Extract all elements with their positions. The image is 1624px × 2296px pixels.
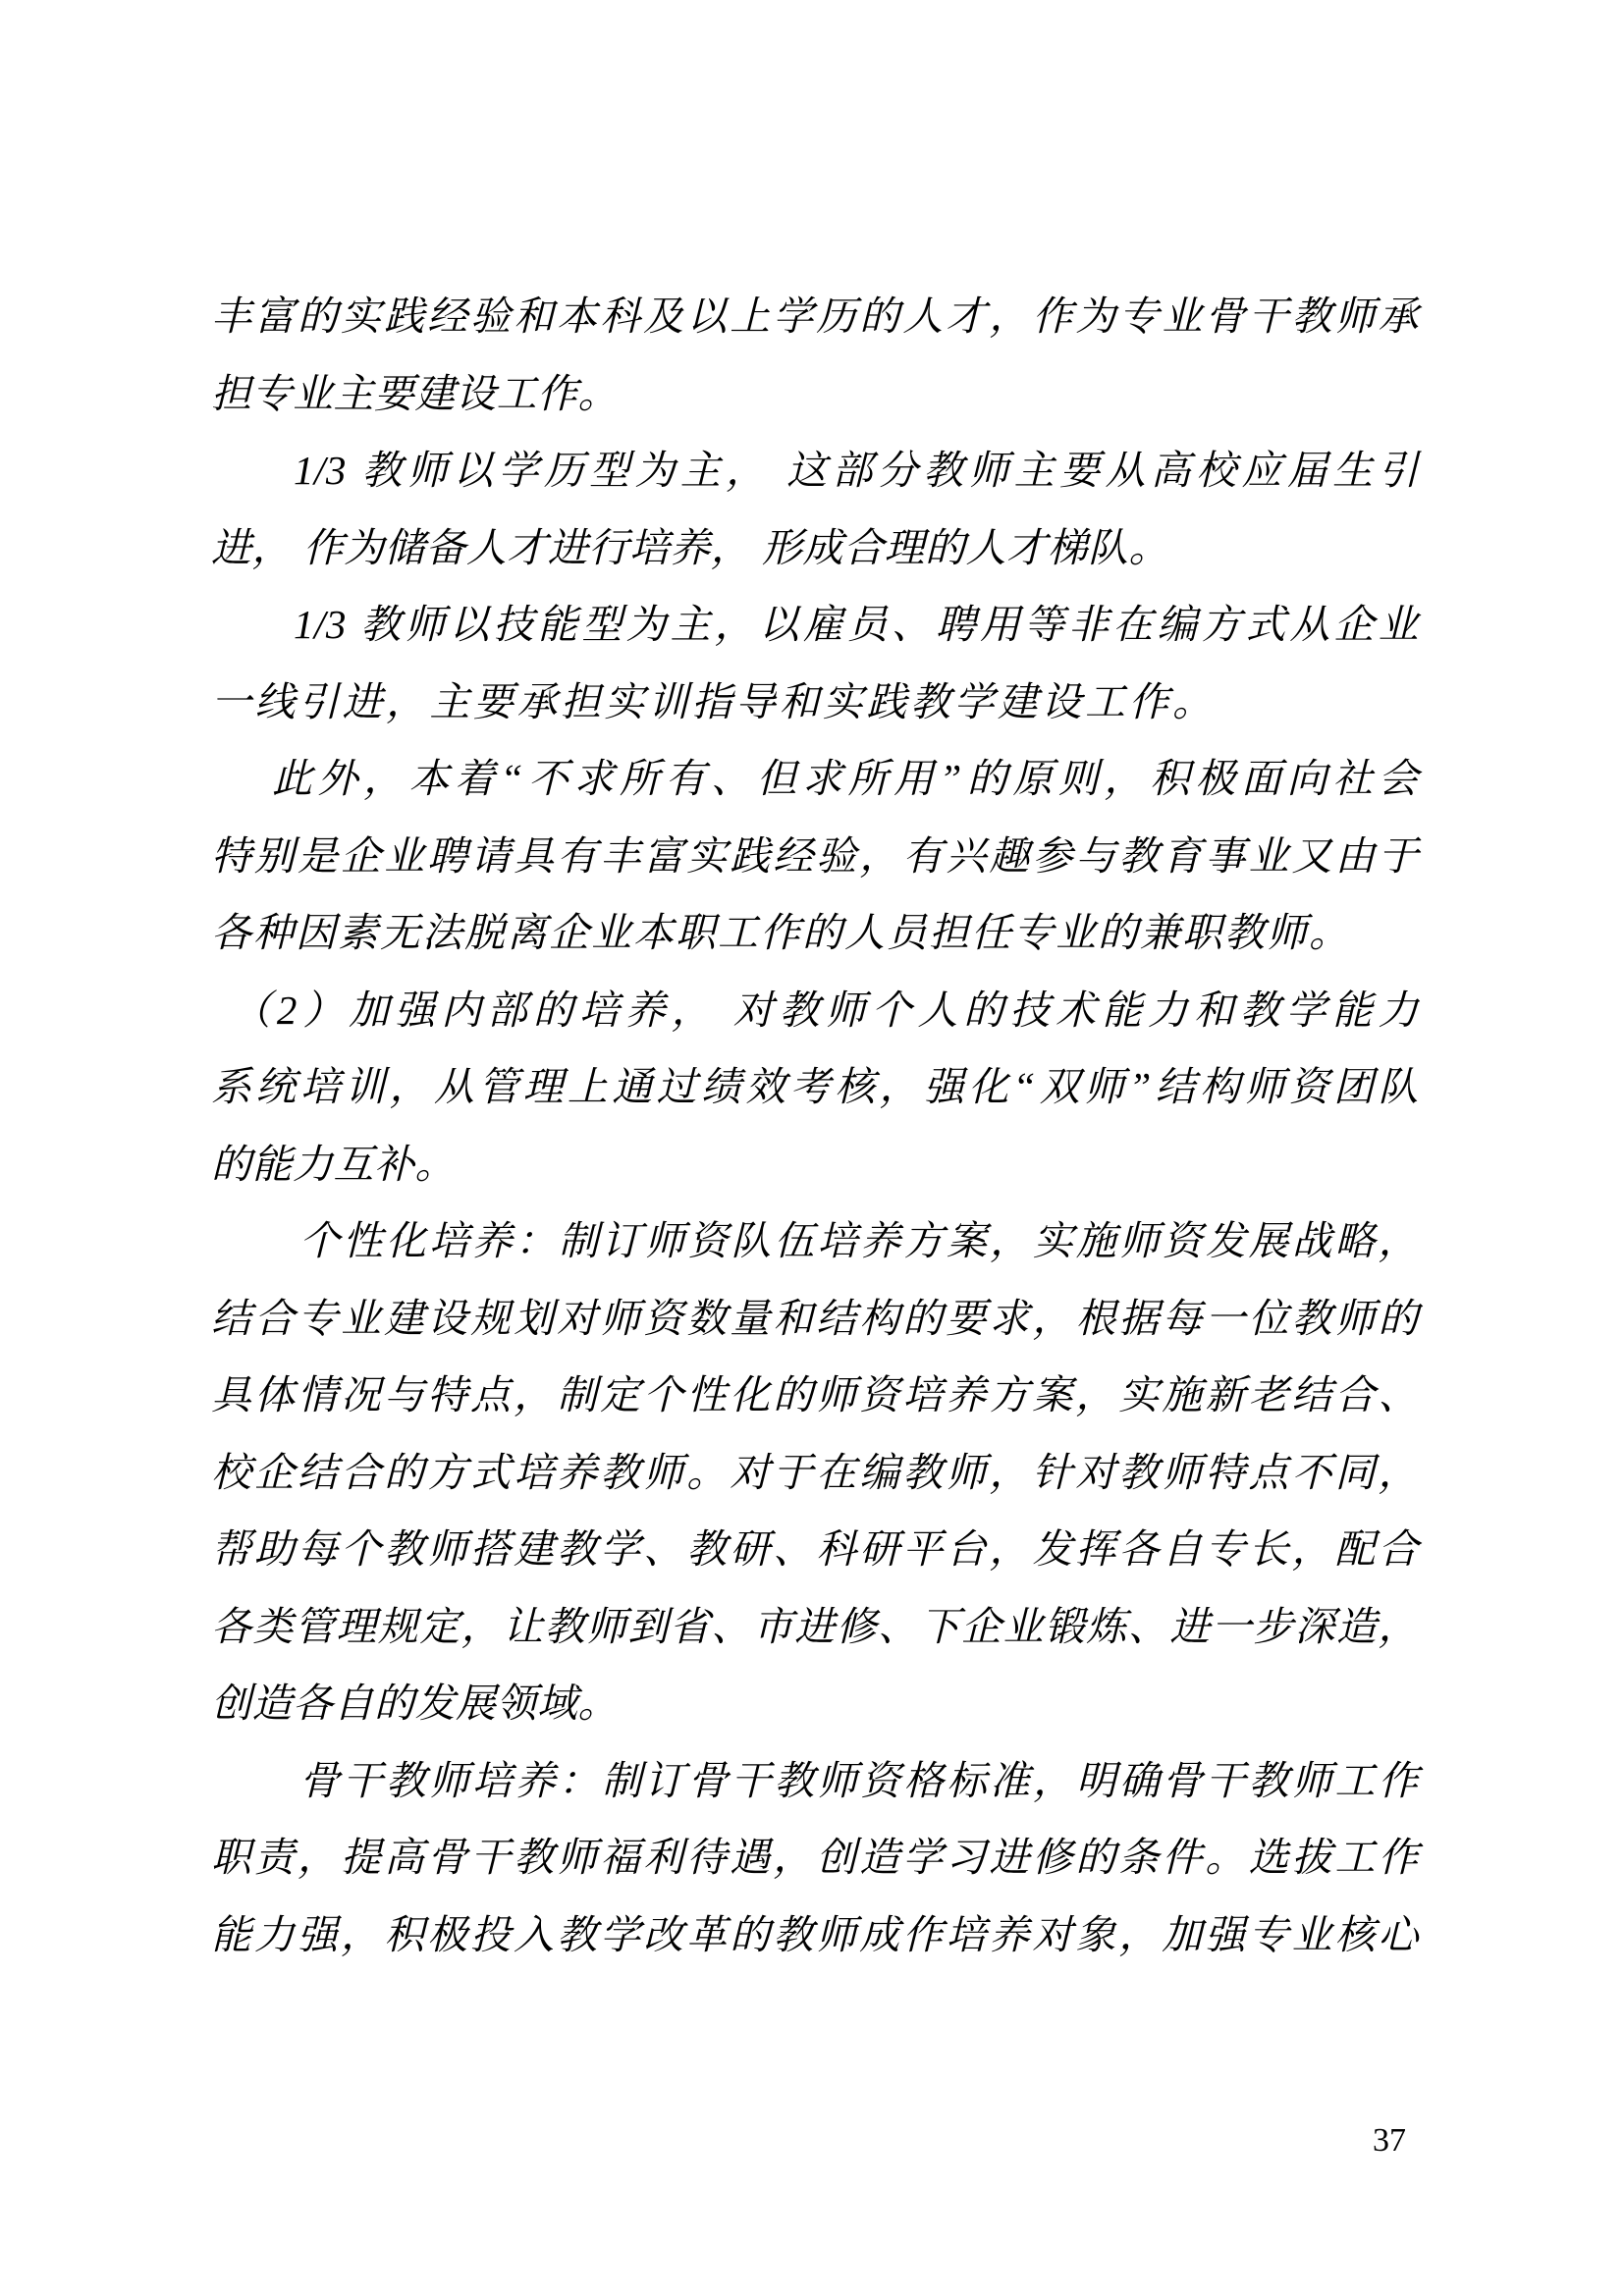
text-line: 1/3 教师以学历型为主， 这部分教师主要从高校应届生引: [294, 448, 1419, 493]
text-line: 此外，本着“不求所有、但求所用”的原则，积极面向社会: [272, 756, 1419, 801]
text-line: 一线引进，主要承担实训指导和实践教学建设工作。: [211, 678, 1217, 724]
text-line: 能力强，积极投入教学改革的教师成作培养对象，加强专业核心: [211, 1911, 1419, 1957]
text-line: 系统培训，从管理上通过绩效考核，强化“双师”结构师资团队: [211, 1064, 1419, 1109]
text-line: 职责，提高骨干教师福利待遇，创造学习进修的条件。选拔工作: [211, 1835, 1419, 1880]
text-line: 各种因素无法脱离企业本职工作的人员担任专业的兼职教师。: [211, 910, 1351, 955]
text-line: 具体情况与特点，制定个性化的师资培养方案，实施新老结合、: [211, 1372, 1419, 1417]
text-line: 特别是企业聘请具有丰富实践经验，有兴趣参与教育事业又由于: [211, 832, 1419, 879]
text-line: 骨干教师培养：制订骨干教师资格标准，明确骨干教师工作: [299, 1757, 1419, 1803]
text-line: 个性化培养：制订师资队伍培养方案，实施师资发展战略，: [299, 1218, 1419, 1263]
text-line: 担专业主要建设工作。: [211, 370, 619, 416]
text-line: 帮助每个教师搭建教学、教研、科研平台，发挥各自专长，配合: [211, 1526, 1419, 1572]
text-line: 结合专业建设规划对师资数量和结构的要求，根据每一位教师的: [211, 1295, 1419, 1341]
text-line: 丰富的实践经验和本科及以上学历的人才，作为专业骨干教师承: [211, 294, 1419, 339]
text-line: 校企结合的方式培养教师。对于在编教师，针对教师特点不同，: [211, 1449, 1419, 1495]
text-line: 创造各自的发展领域。: [211, 1681, 619, 1726]
text-line: 1/3 教师以技能型为主，以雇员、聘用等非在编方式从企业: [294, 602, 1419, 647]
text-line: 的能力互补。: [211, 1141, 456, 1187]
text-line: 进， 作为储备人才进行培养， 形成合理的人才梯队。: [211, 524, 1169, 570]
text-line: （2）加强内部的培养， 对教师个人的技术能力和教学能力: [231, 987, 1419, 1033]
page-number: 37: [1373, 2122, 1406, 2159]
body-text: [211, 278, 1419, 1973]
text-line: 各类管理规定，让教师到省、市进修、下企业锻炼、进一步深造，: [211, 1603, 1419, 1649]
